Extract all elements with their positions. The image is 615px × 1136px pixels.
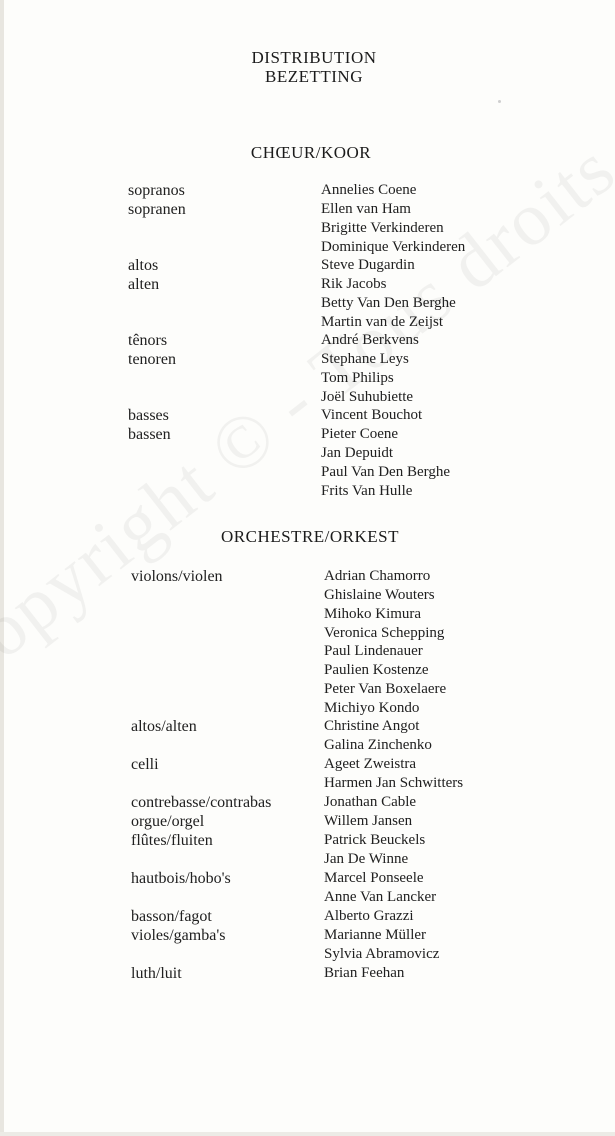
- orchestra-role: contrebasse/contrabas: [131, 794, 272, 811]
- orchestra-member: Paulien Kostenze: [324, 662, 429, 678]
- orchestra-member: Patrick Beuckels: [324, 832, 426, 848]
- section-heading-orchestra: ORCHESTRE/ORKEST: [220, 527, 400, 546]
- orchestra-member: Paul Lindenauer: [324, 643, 423, 659]
- orchestra-member: Ghislaine Wouters: [324, 587, 435, 603]
- orchestra-member: Galina Zinchenko: [324, 737, 432, 753]
- orchestra-member: Willem Jansen: [324, 813, 413, 829]
- choir-role: basses: [128, 407, 169, 424]
- orchestra-member: Jan De Winne: [324, 851, 409, 867]
- choir-member: Pieter Coene: [321, 426, 399, 442]
- page-edge-left: [0, 0, 4, 1136]
- choir-member: Vincent Bouchot: [321, 407, 423, 423]
- orchestra-member: Ageet Zweistra: [324, 756, 417, 772]
- section-heading-choir: CHŒUR/KOOR: [250, 143, 372, 162]
- orchestra-member: Anne Van Lancker: [324, 889, 437, 905]
- orchestra-member: Marcel Ponseele: [324, 870, 424, 886]
- choir-member: André Berkvens: [321, 332, 419, 348]
- orchestra-role: violons/violen: [131, 568, 223, 585]
- choir-member: Rik Jacobs: [321, 276, 387, 292]
- choir-member: Tom Philips: [321, 370, 394, 386]
- choir-role: alten: [128, 276, 160, 293]
- choir-member: Martin van de Zeijst: [321, 314, 444, 330]
- choir-member: Ellen van Ham: [321, 201, 411, 217]
- orchestra-member: Peter Van Boxelaere: [324, 681, 447, 697]
- orchestra-member: Adrian Chamorro: [324, 568, 431, 584]
- choir-role: sopranen: [128, 201, 186, 218]
- orchestra-member: Jonathan Cable: [324, 794, 417, 810]
- orchestra-member: Marianne Müller: [324, 927, 427, 943]
- choir-role: sopranos: [128, 182, 185, 199]
- choir-member: Dominique Verkinderen: [321, 239, 466, 255]
- choir-member: Joël Suhubiette: [321, 389, 414, 405]
- orchestra-role: hautbois/hobo's: [131, 870, 231, 887]
- choir-member: Frits Van Hulle: [321, 483, 413, 499]
- orchestra-role: celli: [131, 756, 159, 773]
- paper-speck: [498, 100, 501, 103]
- choir-role: tenoren: [128, 351, 176, 368]
- choir-member: Annelies Coene: [321, 182, 417, 198]
- choir-member: Paul Van Den Berghe: [321, 464, 451, 480]
- orchestra-role: violes/gamba's: [131, 927, 226, 944]
- orchestra-role: flûtes/fluiten: [131, 832, 213, 849]
- choir-role: tênors: [128, 332, 168, 349]
- orchestra-member: Harmen Jan Schwitters: [324, 775, 464, 791]
- title-bezetting: BEZETTING: [265, 67, 363, 86]
- page-edge-bottom: [0, 1132, 615, 1136]
- orchestra-role: basson/fagot: [131, 908, 212, 925]
- choir-member: Brigitte Verkinderen: [321, 220, 444, 236]
- choir-role: altos: [128, 257, 159, 274]
- orchestra-role: luth/luit: [131, 965, 182, 982]
- orchestra-role: altos/alten: [131, 718, 197, 735]
- choir-member: Betty Van Den Berghe: [321, 295, 456, 311]
- title-distribution: DISTRIBUTION: [251, 48, 377, 67]
- choir-role: bassen: [128, 426, 171, 443]
- choir-member: Steve Dugardin: [321, 257, 415, 273]
- orchestra-member: Christine Angot: [324, 718, 420, 734]
- choir-member: Stephane Leys: [321, 351, 409, 367]
- orchestra-member: Mihoko Kimura: [324, 606, 422, 622]
- orchestra-member: Alberto Grazzi: [324, 908, 414, 924]
- orchestra-member: Sylvia Abramovicz: [324, 946, 440, 962]
- orchestra-member: Veronica Schepping: [324, 625, 445, 641]
- choir-member: Jan Depuidt: [321, 445, 394, 461]
- orchestra-member: Michiyo Kondo: [324, 700, 420, 716]
- orchestra-member: Brian Feehan: [324, 965, 405, 981]
- orchestra-role: orgue/orgel: [131, 813, 205, 830]
